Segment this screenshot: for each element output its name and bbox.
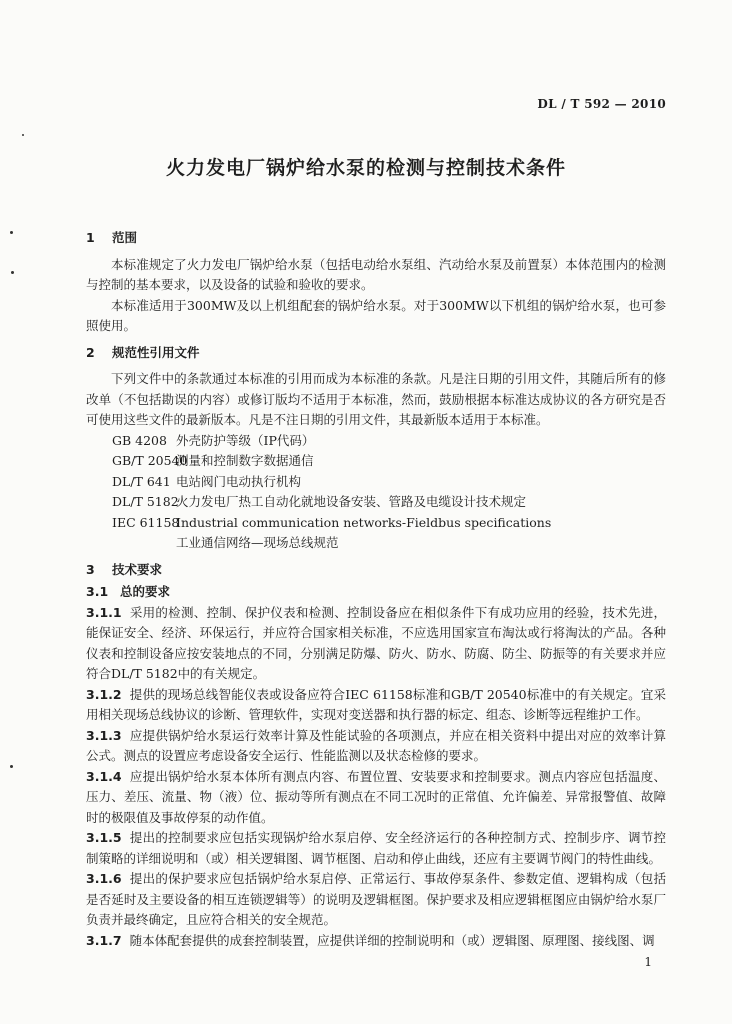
reference-name: 电站阀门电动执行机构 [176,473,302,489]
reference-item [112,513,666,534]
clause-number: 3.1.3 [86,727,122,743]
document-title: 火力发电厂锅炉给水泵的检测与控制技术条件 [165,157,566,179]
clause-3-1-3 [86,726,666,767]
section-2-heading [86,343,666,364]
clause-3-1-1 [86,603,666,685]
clause-text: 应提出锅炉给水泵本体所有测点内容、布置位置、安装要求和控制要求。测点内容应包括温度、压力、差压、流量、物（液）位、振动等所有测点在不同工况时的正常值、允许偏差、异常报警值、故障时的极限值及事故停泵的动作值。 [86,768,666,825]
section-1-heading [86,228,666,249]
section-title: 规范性引用文件 [112,344,200,360]
reference-name: 外壳防护等级（IP代码） [176,432,315,448]
section-number: 2 [86,344,95,360]
paragraph: 下列文件中的条款通过本标准的引用而成为本标准的条款。凡是注日期的引用文件，其随后所有的修改单（不包括勘误的内容）或修订版均不适用于本标准，然而，鼓励根据本标准达成协议的各方研究是否可使用这些文件的最新版本。凡是不注日期的引用文件，其最新版本适用于本标准。 [86,371,666,427]
section-title: 技术要求 [112,561,163,577]
clause-number: 3.1.1 [86,604,122,620]
document-body [86,228,666,951]
reference-name: 测量和控制数字数据通信 [176,453,314,468]
clause-text: 随本体配套提供的成套控制装置，应提供详细的控制说明和（或）逻辑图、原理图、接线图、调 [129,932,655,948]
reference-code: DL/T 5182 [112,494,179,509]
clause-text: 应提供锅炉给水泵运行效率计算及性能试验的各项测点，并应在相关资料中提出对应的效率计算公式。测点的设置应考虑设备安全运行、性能监测以及状态检修的要求。 [86,727,666,763]
scan-speck [10,765,13,768]
clause-number: 3.1.7 [86,932,122,948]
subsection-3-1-heading [86,582,666,603]
clause-3-1-2 [86,685,666,726]
reference-item [112,492,666,513]
reference-name: 工业通信网络—现场总线规范 [176,535,339,550]
reference-item [112,451,666,472]
reference-code: DL/T 641 [112,473,171,489]
reference-code: GB/T 20540 [112,453,188,468]
clause-text: 提出的控制要求应包括实现锅炉给水泵启停、安全经济运行的各种控制方式、控制步序、调节控制策略的详细说明和（或）相关逻辑图、调节框图、启动和停止曲线，还应有主要调节阀门的特性曲线。 [86,830,666,866]
section-number: 1 [86,230,95,245]
reference-item [112,472,666,493]
section-title: 范围 [112,230,138,245]
reference-name: 火力发电厂热工自动化就地设备安装、管路及电缆设计技术规定 [176,494,527,509]
standard-code: DL / T 592 — 2010 [537,97,666,111]
clause-3-1-4 [86,767,666,829]
reference-code: GB 4208 [112,432,167,448]
reference-item [112,431,666,452]
reference-code: IEC 61158 [112,514,180,530]
paragraph: 本标准适用于300MW及以上机组配套的锅炉给水泵。对于300MW以下机组的锅炉给水泵，也可参照使用。 [86,297,666,333]
clause-text: 采用的检测、控制、保护仪表和检测、控制设备应在相似条件下有成功应用的经验，技术先进，能保证安全、经济、环保运行，并应符合国家相关标准，不应选用国家宣布淘汰或行将淘汰的产品。各种仪表和控制设备应按安装地点的不同，分别满足防爆、防火、防水、防腐、防尘、防振等的有关要求并应符合DL/T 5182中的有关规定。 [86,604,666,681]
clause-text: 提供的现场总线智能仪表或设备应符合IEC 61158标准和GB/T 20540标准中的有关规定。宜采用相关现场总线协议的诊断、管理软件，实现对变送器和执行器的标定、组态、诊断等远程维护工作。 [86,686,666,722]
section-number: 3 [86,561,95,577]
clause-number: 3.1.5 [86,830,122,845]
section-3-heading [86,560,666,581]
reference-list [112,431,666,554]
subsection-number: 3.1 [86,584,109,599]
paragraph: 本标准规定了火力发电厂锅炉给水泵（包括电动给水泵组、汽动给水泵及前置泵）本体范围内的检测与控制的基本要求，以及设备的试验和验收的要求。 [86,256,666,292]
clause-number: 3.1.4 [86,768,122,784]
reference-name: Industrial communication networks-Fieldbus specifications [176,514,552,530]
page-number: 1 [644,955,652,969]
scan-speck [10,231,13,234]
subsection-title: 总的要求 [120,584,171,599]
clause-number: 3.1.6 [86,871,122,886]
clause-3-1-5 [86,828,666,869]
clause-3-1-6 [86,869,666,931]
scan-speck [11,271,14,274]
scan-speck [22,134,24,136]
clause-text: 提出的保护要求应包括锅炉给水泵启停、正常运行、事故停泵条件、参数定值、逻辑构成（包括是否延时及主要设备的相互连锁逻辑等）的说明及逻辑框图。保护要求及相应逻辑框图应由锅炉给水泵厂负责并最终确定，且应符合相关的安全规范。 [86,871,666,927]
reference-item-continuation [112,533,666,554]
clause-number: 3.1.2 [86,686,122,702]
clause-3-1-7 [86,931,666,952]
